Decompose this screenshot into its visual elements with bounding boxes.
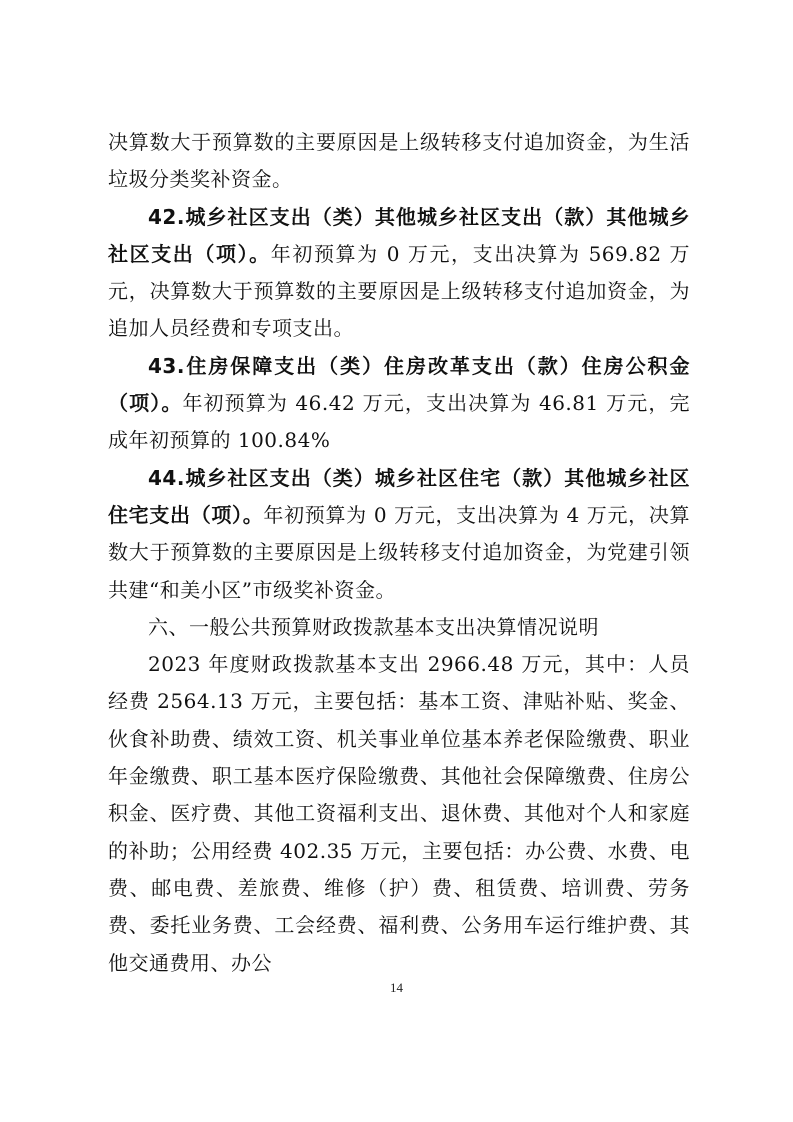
item-42-text: 年初预算为 0 万元，支出决算为 569.82 万元，决算数大于预算数的主要原因是上级转移支付追加资金，为追加人员经费和专项支出。	[108, 241, 691, 341]
item-44	[108, 460, 690, 609]
item-43	[108, 348, 690, 460]
document-body	[108, 124, 690, 982]
page-number: 14	[390, 980, 403, 995]
item-43-heading: 43.住房保障支出（类）住房改革支出（款）住房公积金（项）。	[108, 353, 690, 416]
section-6-text: 2023 年度财政拨款基本支出 2966.48 万元，其中：人员经费 2564.13 万元，主要包括：基本工资、津贴补贴、奖金、伙食补助费、绩效工资、机关事业单位基本养老保险缴费、职业年金缴费、职工基本医疗保险缴费、其他社会保障缴费、住房公积金、医疗费、其他工资福利支出、退休费、其他对个人和家庭的补助；公用经费 402.35 万元，主要包括：办公费、水费、电费、邮电费、差旅费、维修（护）费、租赁费、培训费、劳务费、委托业务费、工会经费、福利费、公务用车运行维护费、其他交通费用、办公	[108, 652, 690, 975]
item-44-heading: 44.城乡社区支出（类）城乡社区住宅（款）其他城乡社区住宅支出（项）。	[108, 465, 690, 527]
item-44-text: 年初预算为 0 万元，支出决算为 4 万元，决算数大于预算数的主要原因是上级转移支付追加资金，为党建引领共建“和美小区”市级奖补资金。	[108, 502, 691, 602]
section-6-heading: 六、一般公共预算财政拨款基本支出决算情况说明	[148, 614, 599, 639]
item-43-text: 年初预算为 46.42 万元，支出决算为 46.81 万元，完成年初预算的 100.84%	[108, 391, 691, 453]
paragraph-continuation: 决算数大于预算数的主要原因是上级转移支付追加资金，为生活垃圾分类奖补资金。	[108, 130, 690, 192]
item-42-heading: 42.城乡社区支出（类）其他城乡社区支出（款）其他城乡社区支出（项）。	[108, 204, 690, 266]
item-42	[108, 199, 690, 348]
